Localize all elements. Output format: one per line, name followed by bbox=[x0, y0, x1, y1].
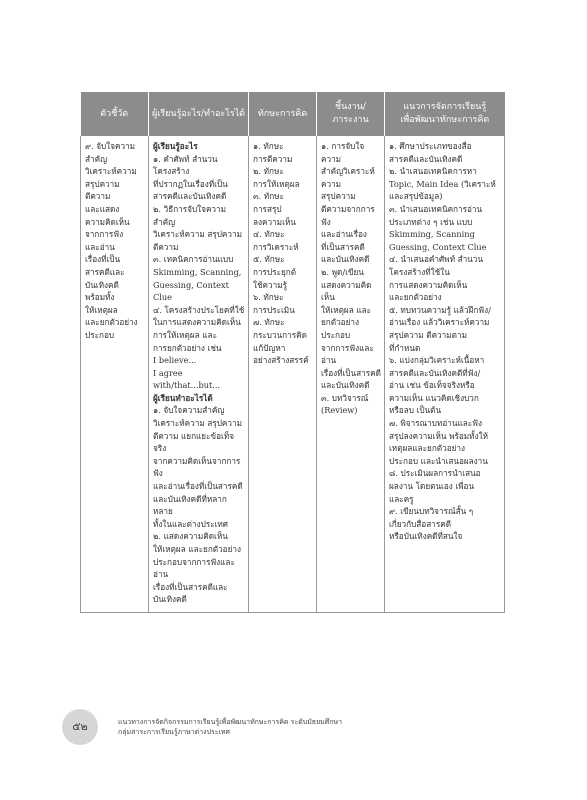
cell-indicator: ๙. จับใจความ สำคัญ วิเคราะห์ความ สรุปความ ตีความ และแสดง ความคิดเห็น จากการฟัง และอ่าน เรื่องที่เป็น สารคดีและ บันเทิงคดี พร้อมทั้ง ให้เหตุผล และยกตัวอย่าง ประกอบ bbox=[81, 136, 149, 612]
table-header-row bbox=[81, 92, 505, 136]
cell-learning-approach: ๑. ศึกษาประเภทของสื่อ สารคดีและบันเทิงคดี ๒. นำเสนอเทคนิคการหา Topic, Main Idea (วิเคราะห์ และสรุปข้อมูล) ๓. นำเสนอเทคนิคการอ่าน ประเภทต่าง ๆ เช่น แบบ Skimming, Scanning Guessing, Context Clue ๔. นำเสนอคำศัพท์ สำนวน โครงสร้างที่ใช้ใน การแสดงความคิดเห็น และยกตัวอย่าง ๕. ทบทวนความรู้ แล้วฝึกฟัง/ อ่านเรื่อง แล้ววิเคราะห์ความ สรุปความ ตีความตาม ที่กำหนด ๖. แบ่งกลุ่มวิเคราะห์เนื้อหา สารคดีและบันเทิงคดีที่ฟัง/ อ่าน เช่น ข้อเท็จจริงหรือ ความเห็น แนวคิดเชิงบวก หรือลบ เป็นต้น ๗. พิจารณาบทอ่านและฟัง สรุปลงความเห็น พร้อมทั้งให้ เหตุผลและยกตัวอย่าง ประกอบ และนำเสนอผลงาน ๘. ประเมินผลการนำเสนอ ผลงาน โดยตนเอง เพื่อน และครู ๙. เขียนบทวิจารณ์สั้น ๆ เกี่ยวกับสื่อสารคดี หรือบันเทิงคดีที่สนใจ bbox=[385, 136, 505, 612]
learn-item: ๓. เทคนิคการอ่านแบบ Skimming, Scanning, Guessing, Context Clue bbox=[153, 254, 242, 303]
footer-text bbox=[118, 717, 418, 737]
cell-learning bbox=[149, 136, 249, 612]
curriculum-table bbox=[80, 92, 505, 613]
learn-item: ๑. จับใจความสำคัญ วิเคราะห์ความ สรุปความ ตีความ แยกแยะข้อเท็จจริง จากความคิดเห็นจากการฟัง และอ่านเรื่องที่เป็นสารคดี และบันเทิงคดีที่หลากหลาย ทั้งในและต่างประเทศ bbox=[153, 405, 243, 529]
header-learning: ผู้เรียนรู้อะไร/ทำอะไรได้ bbox=[149, 92, 249, 136]
footer-line-1: แนวทางการจัดกิจกรรมการเรียนรู้เพื่อพัฒนาทักษะการคิด ระดับมัธยมศึกษา bbox=[118, 718, 343, 726]
footer-line-2: กลุ่มสาระการเรียนรู้ภาษาต่างประเทศ bbox=[118, 728, 230, 736]
header-tasks: ชิ้นงาน/ ภาระงาน bbox=[317, 92, 385, 136]
cell-thinking-skills: ๑. ทักษะ การตีความ ๒. ทักษะ การให้เหตุผล ๓. ทักษะ การสรุป ลงความเห็น ๔. ทักษะ การวิเคราะห์ ๕. ทักษะ การประยุกต์ ใช้ความรู้ ๖. ทักษะ การประเมิน ๗. ทักษะ กระบวนการคิด แก้ปัญหา อย่างสร้างสรรค์ bbox=[249, 136, 317, 612]
header-thinking-skills: ทักษะการคิด bbox=[249, 92, 317, 136]
learn-heading-can-do: ผู้เรียนทำอะไรได้ bbox=[153, 392, 213, 403]
learn-item: ๔. โครงสร้างประโยคที่ใช้ ในการแสดงความคิดเห็น การให้เหตุผล และ การยกตัวอย่าง เช่น I believe... I agree with/that...but... bbox=[153, 304, 245, 391]
header-learning-approach: แนวการจัดการเรียนรู้ เพื่อพัฒนาทักษะการคิด bbox=[385, 92, 505, 136]
header-indicator: ตัวชี้วัด bbox=[81, 92, 149, 136]
page-number: ๕๒ bbox=[62, 709, 98, 745]
learn-heading-what: ผู้เรียนรู้อะไร bbox=[153, 141, 198, 151]
learn-item: ๒. แสดงความคิดเห็น ให้เหตุผล และยกตัวอย่าง ประกอบจากการฟังและอ่าน เรื่องที่เป็นสารคดีและ บันเทิงคดี bbox=[153, 531, 241, 605]
learn-item: ๑. คำศัพท์ สำนวน โครงสร้าง ที่ปรากฏในเรื่องที่เป็น สารคดีและบันเทิงคดี bbox=[153, 153, 228, 202]
learn-item: ๒. วิธีการจับใจความสำคัญ วิเคราะห์ความ สรุปความ ตีความ bbox=[153, 203, 242, 252]
table-row bbox=[81, 136, 505, 612]
cell-tasks: ๑. การจับใจความ สำคัญวิเคราะห์ความ สรุปความ ตีความจากการฟัง และอ่านเรื่อง ที่เป็นสารคดี และบันเทิงคดี ๒. พูด/เขียน แสดงความคิดเห็น ให้เหตุผล และ ยกตัวอย่างประกอบ จากการฟังและอ่าน เรื่องที่เป็นสารคดี และบันเทิงคดี ๓. บทวิจารณ์ (Review) bbox=[317, 136, 385, 612]
